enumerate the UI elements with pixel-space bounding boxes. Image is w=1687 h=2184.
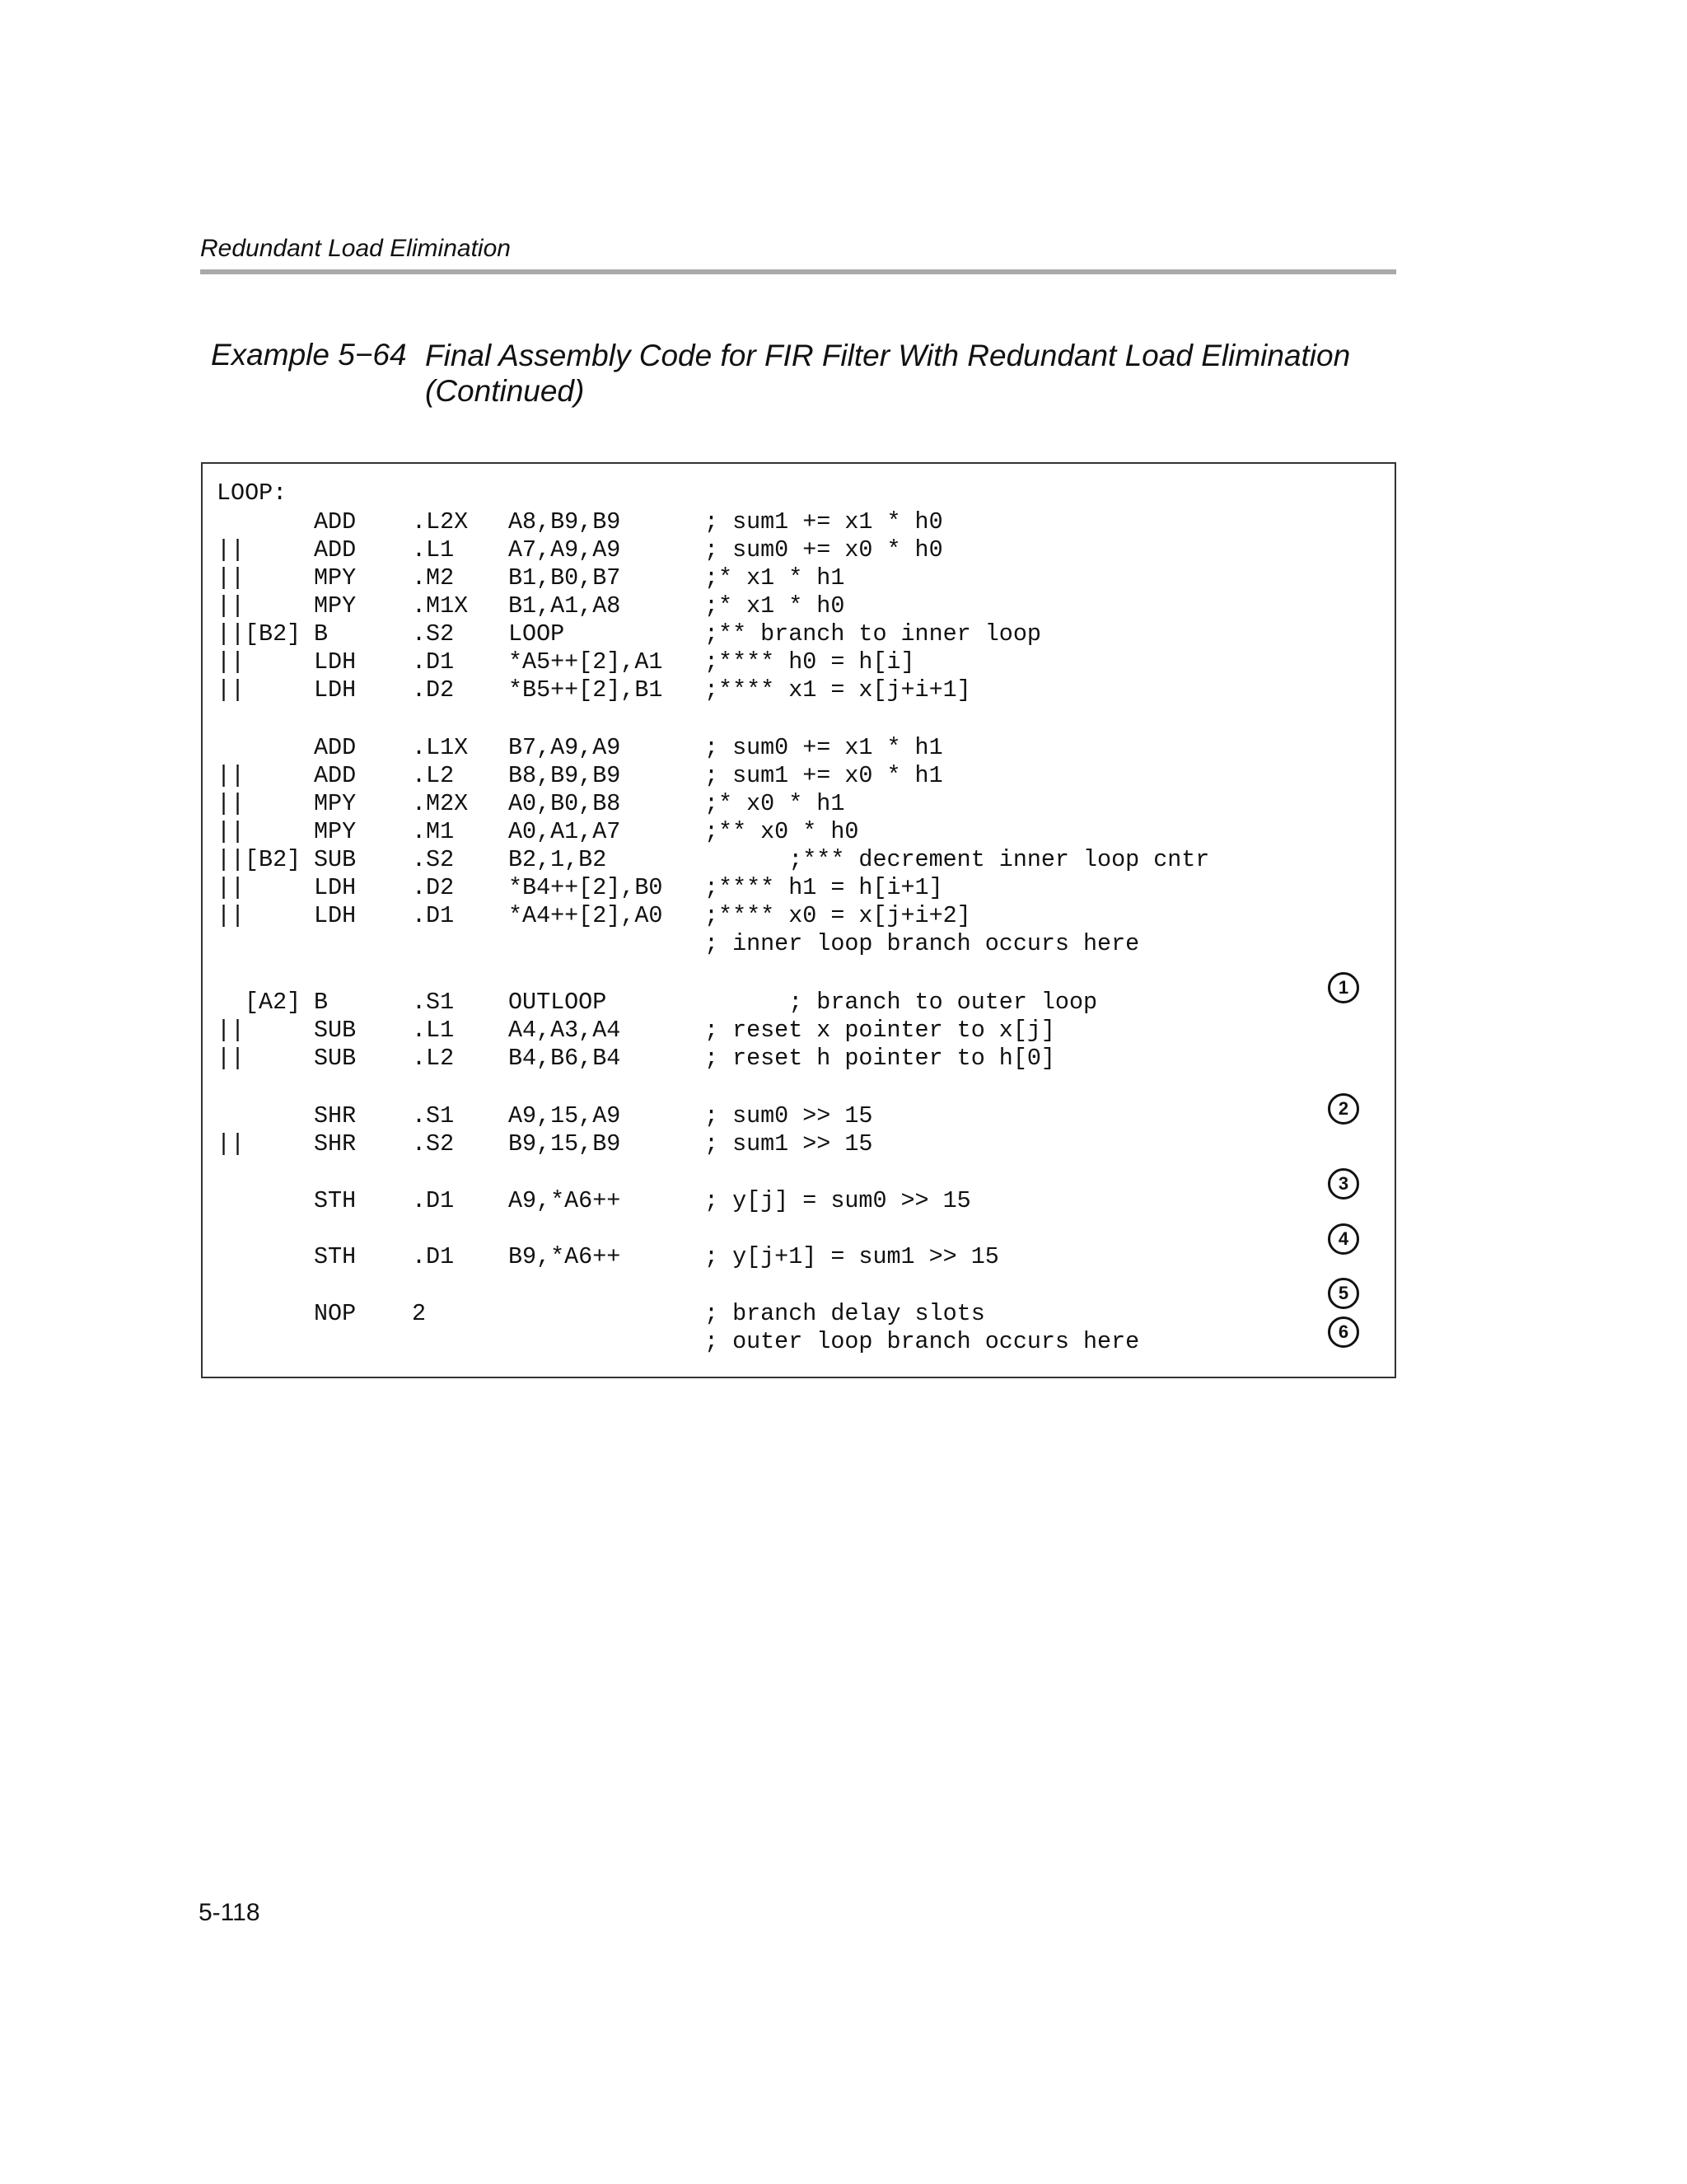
code-operands: A9,15,A9	[508, 1102, 621, 1129]
code-par: ||	[217, 818, 245, 845]
code-comment: ;** x0 * h0	[704, 818, 859, 845]
code-op: ADD	[314, 734, 357, 761]
code-operands: LOOP	[508, 620, 565, 648]
code-operands: B1,A1,A8	[508, 592, 621, 620]
code-par: ||	[217, 1045, 245, 1072]
code-op: SUB	[314, 1017, 357, 1044]
code-comment: ; reset h pointer to h[0]	[704, 1045, 1055, 1072]
code-par: ||	[217, 676, 245, 704]
page-number: 5-118	[199, 1899, 260, 1926]
code-comment: ;*** decrement inner loop cntr	[704, 846, 1210, 873]
code-operands: B7,A9,A9	[508, 734, 621, 761]
code-unit: .M2	[412, 564, 455, 592]
code-par: ||	[217, 648, 245, 676]
code-operands: A9,*A6++	[508, 1187, 621, 1214]
example-label: Example 5−64	[211, 338, 407, 372]
code-unit: .S1	[412, 989, 455, 1016]
code-operands: B2,1,B2	[508, 846, 607, 873]
code-unit: .S2	[412, 1130, 455, 1157]
step-marker-2: 2	[1328, 1093, 1359, 1125]
step-marker-6: 6	[1328, 1316, 1359, 1348]
code-comment: ;**** x0 = x[j+i+2]	[704, 902, 971, 929]
code-op: ADD	[314, 508, 357, 535]
code-op: LDH	[314, 676, 357, 704]
code-unit: .D1	[412, 1243, 455, 1270]
code-operands: A7,A9,A9	[508, 536, 621, 564]
code-par: ||	[217, 790, 245, 817]
code-cond: [B2]	[245, 846, 301, 873]
code-comment: ; sum1 += x0 * h1	[704, 762, 943, 789]
code-operands: B9,*A6++	[508, 1243, 621, 1270]
code-op: NOP	[314, 1300, 357, 1327]
running-header: Redundant Load Elimination	[200, 235, 511, 262]
code-cond: [A2]	[245, 989, 301, 1016]
code-op: LDH	[314, 902, 357, 929]
code-op: B	[314, 989, 329, 1016]
code-unit: .L2	[412, 1045, 455, 1072]
code-operands: B1,B0,B7	[508, 564, 621, 592]
step-marker-4: 4	[1328, 1223, 1359, 1255]
code-unit: .S2	[412, 846, 455, 873]
code-comment: ;* x0 * h1	[704, 790, 845, 817]
step-marker-1: 1	[1328, 972, 1359, 1003]
code-par: ||	[217, 620, 245, 648]
code-op: SUB	[314, 846, 357, 873]
code-par: ||	[217, 902, 245, 929]
code-unit: 2	[412, 1300, 427, 1327]
code-comment: ; outer loop branch occurs here	[704, 1328, 1140, 1355]
code-comment: ; branch delay slots	[704, 1300, 985, 1327]
code-comment: ;* x1 * h1	[704, 564, 845, 592]
code-op: MPY	[314, 592, 357, 620]
code-operands: A4,A3,A4	[508, 1017, 621, 1044]
step-marker-5: 5	[1328, 1278, 1359, 1309]
code-unit: .L2	[412, 762, 455, 789]
code-comment: ; reset x pointer to x[j]	[704, 1017, 1055, 1044]
code-unit: .D2	[412, 874, 455, 901]
code-comment: ;* x1 * h0	[704, 592, 845, 620]
code-comment: ; sum1 += x1 * h0	[704, 508, 943, 535]
code-comment: ; inner loop branch occurs here	[704, 930, 1140, 957]
code-op: ADD	[314, 536, 357, 564]
code-par: ||	[217, 592, 245, 620]
example-title-line-2: (Continued)	[425, 374, 585, 408]
code-comment: ; y[j] = sum0 >> 15	[704, 1187, 971, 1214]
code-operands: OUTLOOP	[508, 989, 607, 1016]
code-cond: [B2]	[245, 620, 301, 648]
code-op: B	[314, 620, 329, 648]
code-comment: ;** branch to inner loop	[704, 620, 1041, 648]
code-comment: ; sum1 >> 15	[704, 1130, 873, 1157]
code-op: LDH	[314, 874, 357, 901]
code-op: SHR	[314, 1130, 357, 1157]
example-title	[425, 338, 1350, 409]
code-operands: A0,B0,B8	[508, 790, 621, 817]
code-par: ||	[217, 846, 245, 873]
example-title-line-1: Final Assembly Code for FIR Filter With Redundant Load Elimination	[425, 339, 1351, 372]
code-operands: B9,15,B9	[508, 1130, 621, 1157]
code-unit: .S2	[412, 620, 455, 648]
code-operands: B8,B9,B9	[508, 762, 621, 789]
code-label: LOOP:	[217, 479, 287, 507]
header-rule	[200, 269, 1396, 274]
code-unit: .D1	[412, 1187, 455, 1214]
code-unit: .M2X	[412, 790, 469, 817]
code-unit: .L2X	[412, 508, 469, 535]
code-comment: ; sum0 += x1 * h1	[704, 734, 943, 761]
code-unit: .D1	[412, 648, 455, 676]
code-unit: .L1	[412, 1017, 455, 1044]
code-operands: B4,B6,B4	[508, 1045, 621, 1072]
code-unit: .L1	[412, 536, 455, 564]
code-comment: ; sum0 += x0 * h0	[704, 536, 943, 564]
code-op: LDH	[314, 648, 357, 676]
code-par: ||	[217, 1017, 245, 1044]
code-comment: ;**** x1 = x[j+i+1]	[704, 676, 971, 704]
code-operands: *B4++[2],B0	[508, 874, 663, 901]
code-operands: *A4++[2],A0	[508, 902, 663, 929]
code-op: STH	[314, 1243, 357, 1270]
code-unit: .L1X	[412, 734, 469, 761]
code-comment: ;**** h1 = h[i+1]	[704, 874, 943, 901]
code-op: MPY	[314, 564, 357, 592]
code-unit: .S1	[412, 1102, 455, 1129]
code-unit: .D2	[412, 676, 455, 704]
code-op: MPY	[314, 790, 357, 817]
code-comment: ; branch to outer loop	[704, 989, 1098, 1016]
code-par: ||	[217, 536, 245, 564]
code-unit: .M1	[412, 818, 455, 845]
code-unit: .M1X	[412, 592, 469, 620]
code-op: ADD	[314, 762, 357, 789]
code-op: SUB	[314, 1045, 357, 1072]
code-comment: ; y[j+1] = sum1 >> 15	[704, 1243, 999, 1270]
code-operands: A8,B9,B9	[508, 508, 621, 535]
code-par: ||	[217, 874, 245, 901]
code-par: ||	[217, 564, 245, 592]
code-par: ||	[217, 762, 245, 789]
code-unit: .D1	[412, 902, 455, 929]
code-operands: *B5++[2],B1	[508, 676, 663, 704]
code-op: STH	[314, 1187, 357, 1214]
step-marker-3: 3	[1328, 1168, 1359, 1200]
code-op: MPY	[314, 818, 357, 845]
code-operands: *A5++[2],A1	[508, 648, 663, 676]
code-comment: ; sum0 >> 15	[704, 1102, 873, 1129]
code-operands: A0,A1,A7	[508, 818, 621, 845]
code-comment: ;**** h0 = h[i]	[704, 648, 915, 676]
code-par: ||	[217, 1130, 245, 1157]
code-op: SHR	[314, 1102, 357, 1129]
